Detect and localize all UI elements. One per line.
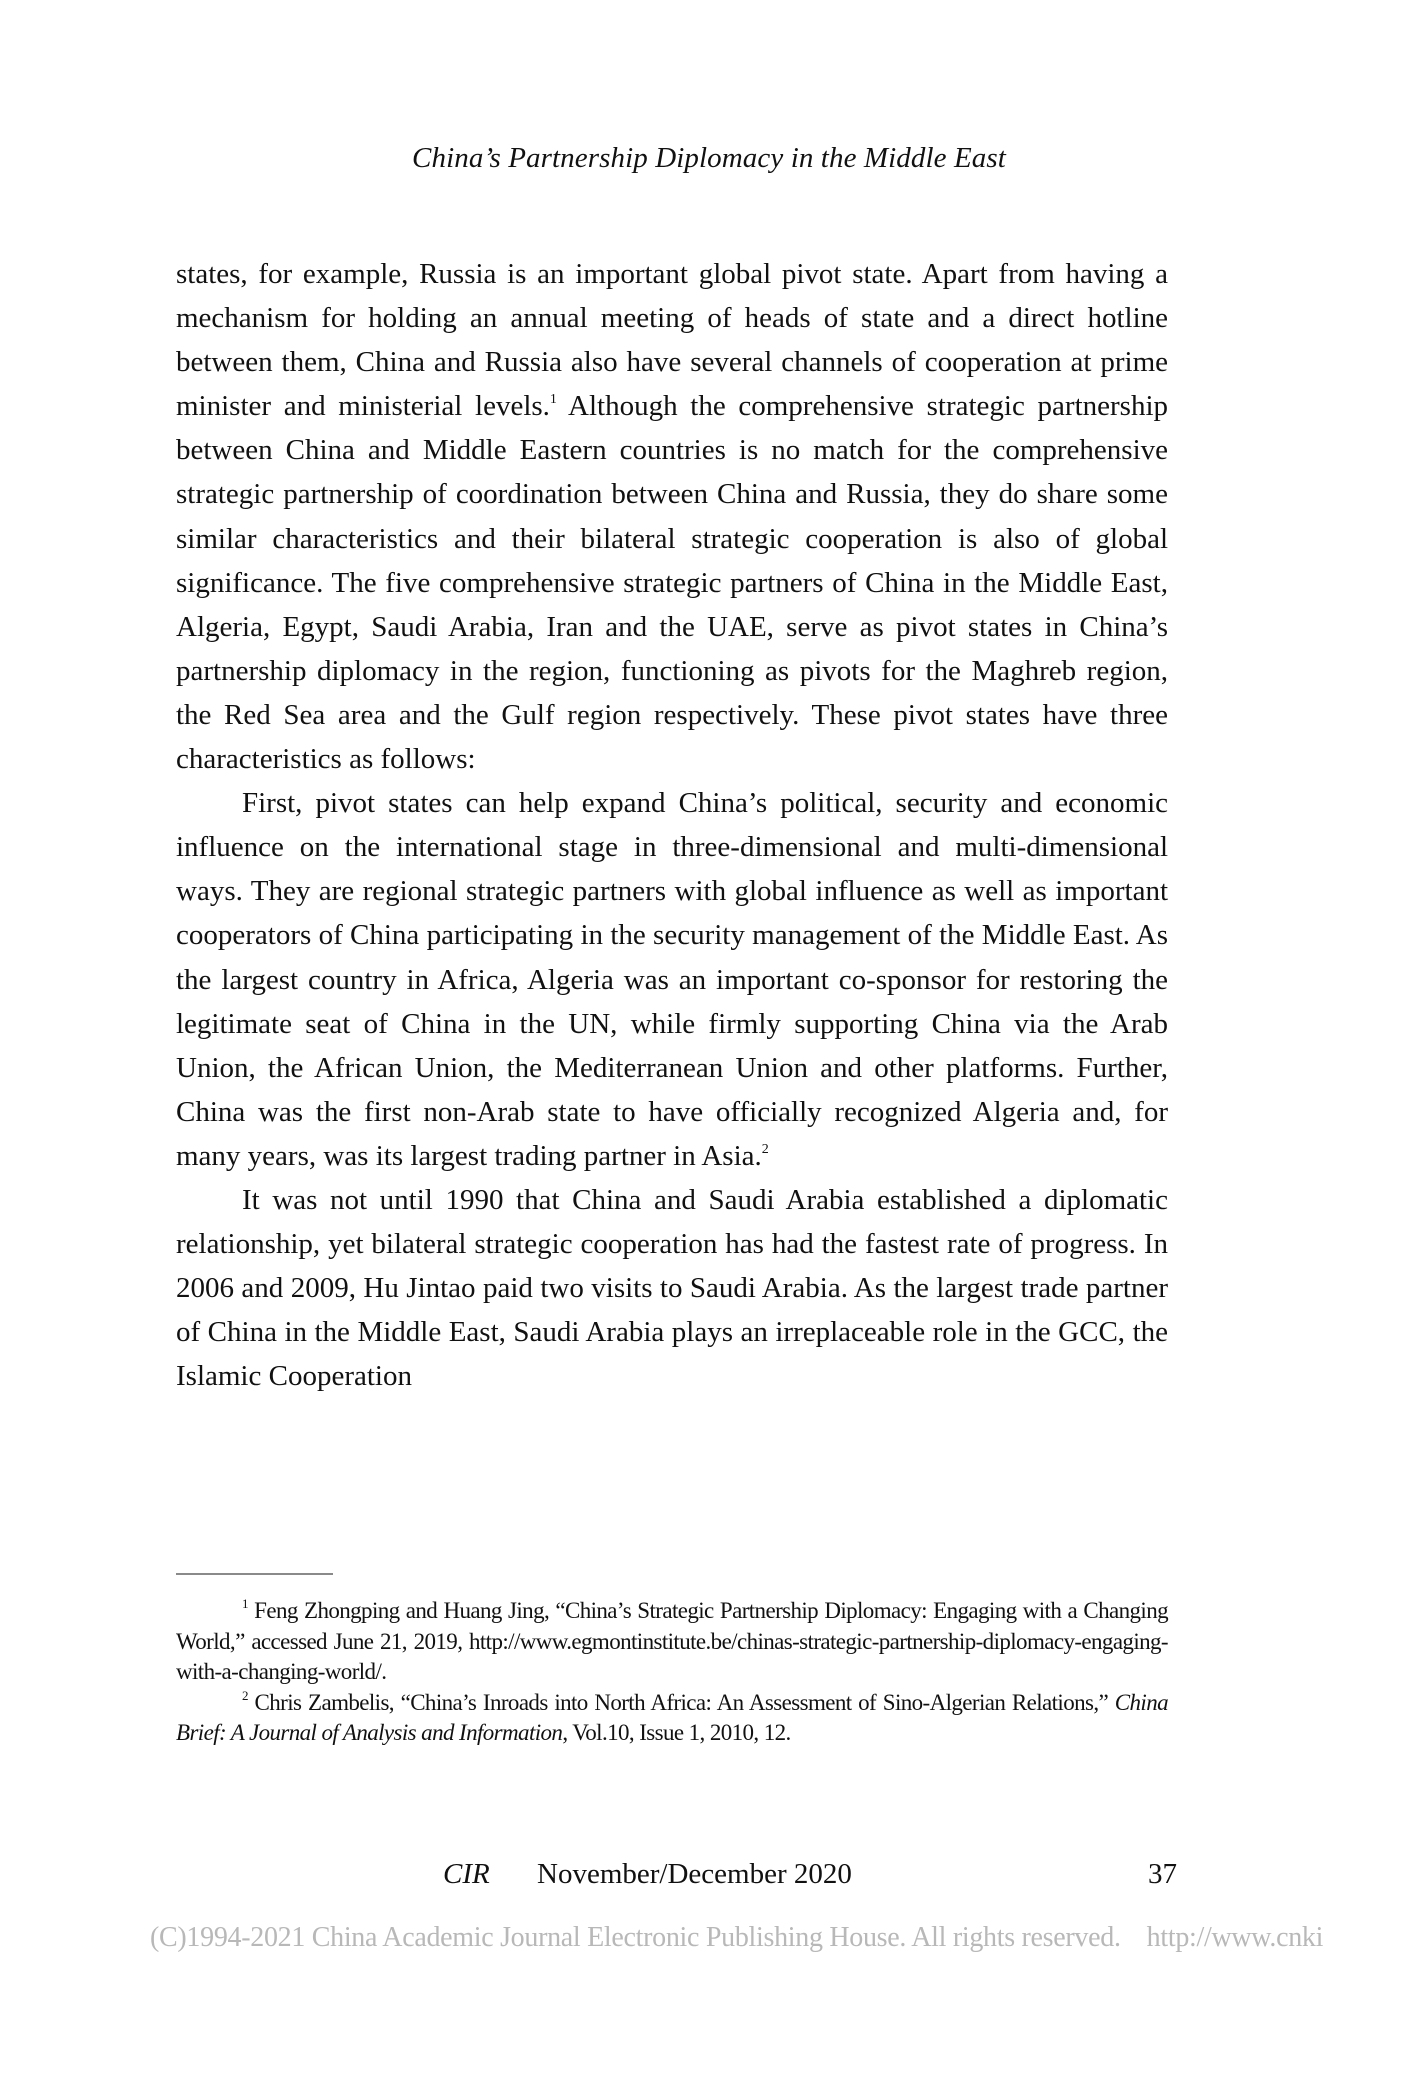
copyright-url[interactable]: http://www.cnki: [1146, 1922, 1324, 1953]
paragraph-text: First, pivot states can help expand China’s political, security and economic influence on the international stage in three-dimensional and multi-dimensional ways. They are regional strategic partners with global influence as well as important cooperators of China participating in the security management of the Middle East. As the largest country in Africa, Algeria was an important co-sponsor for restoring the legitimate seat of China in the UN, while firmly supporting China via the Arab Union, the African Union, the Mediterranean Union and other platforms. Further, China was the first non-Arab state to have officially recognized Algeria and, for many years, was its largest trading partner in Asia.: [176, 787, 1168, 1172]
copyright-text: (C)1994-2021 China Academic Journal Electronic Publishing House. All rights reserved.: [150, 1922, 1121, 1953]
paragraph: [176, 781, 1168, 1178]
page-number: 37: [1148, 1858, 1177, 1890]
paragraph-text: Although the comprehensive strategic partnership between China and Middle Eastern countries is no match for the comprehensive strategic partnership of coordination between China and Russia, they do share some similar characteristics and their bilateral strategic cooperation is also of global significance. The five comprehensive strategic partners of China in the Middle East, Algeria, Egypt, Saudi Arabia, Iran and the UAE, serve as pivot states in China’s partnership diplomacy in the region, functioning as pivots for the Maghreb region, the Red Sea area and the Gulf region respectively. These pivot states have three characteristics as follows:: [176, 390, 1168, 776]
footnote-2: [176, 1688, 1168, 1749]
running-head: China’s Partnership Diplomacy in the Middle East: [412, 142, 1006, 174]
copyright-notice: [150, 1922, 1323, 1954]
paragraph: [176, 1178, 1168, 1398]
footnote-text: Feng Zhongping and Huang Jing, “China’s Strategic Partnership Diplomacy: Engaging with a Changing World,” accessed June 21, 2019, http://www.egmontinstitute.be/chinas-strategic-partnership-diplomacy-engaging-with-a-changing-world/.: [176, 1598, 1168, 1684]
footnote-text: , Vol.10, Issue 1, 2010, 12.: [562, 1720, 791, 1745]
body-text: [176, 252, 1168, 1398]
issue-date: November/December 2020: [537, 1858, 852, 1890]
footnote-number: 2: [242, 1687, 248, 1703]
footnote-text: Chris Zambelis, “China’s Inroads into North Africa: An Assessment of Sino-Algerian Relations,”: [247, 1689, 1115, 1715]
journal-name: CIR: [443, 1858, 490, 1890]
footnote-ref-1[interactable]: 1: [549, 392, 557, 408]
footnote-number: 1: [242, 1596, 248, 1611]
paragraph: [176, 252, 1168, 781]
footnotes: [176, 1596, 1168, 1749]
footnote-divider: [176, 1573, 333, 1575]
footnote-1: [176, 1596, 1168, 1688]
footnote-source-title: China Brief: A Journal of Analysis and Information: [176, 1689, 1168, 1745]
paragraph-text: states, for example, Russia is an important global pivot state. Apart from having a mechanism for holding an annual meeting of heads of state and a direct hotline between them, China and Russia also have several channels of cooperation at prime minister and ministerial levels.: [176, 258, 1168, 423]
paragraph-text: It was not until 1990 that China and Saudi Arabia established a diplomatic relationship, yet bilateral strategic cooperation has had the fastest rate of progress. In 2006 and 2009, Hu Jintao paid two visits to Saudi Arabia. As the largest trade partner of China in the Middle East, Saudi Arabia plays an irreplaceable role in the GCC, the Islamic Cooperation: [176, 1183, 1168, 1393]
footnote-ref-2[interactable]: 2: [761, 1141, 769, 1157]
